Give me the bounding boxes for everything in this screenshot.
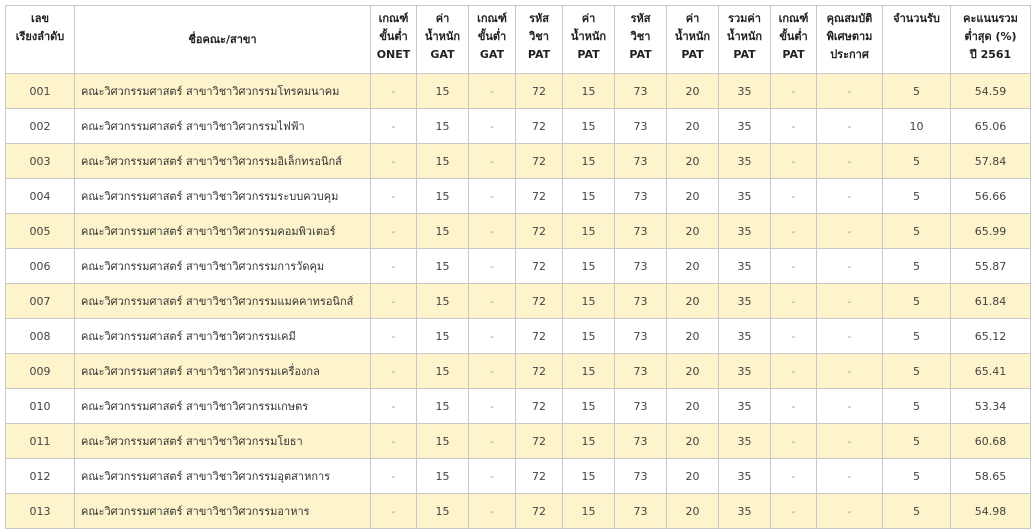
column-header-line: น้ำหนัก: [726, 30, 763, 43]
min-pat-cell: -: [771, 424, 817, 459]
admission-table: [5, 5, 1031, 529]
special-qualification-cell: -: [817, 319, 883, 354]
table-header-row: [6, 6, 1031, 74]
column-header-line: GAT: [430, 48, 455, 61]
weight-pat-2-cell: 20: [667, 459, 719, 494]
min-onet-cell: -: [371, 494, 417, 529]
column-header-line: คุณสมบัติ: [826, 12, 873, 25]
min-onet-cell: -: [371, 179, 417, 214]
min-pat-cell: -: [771, 179, 817, 214]
order-cell: 006: [6, 249, 75, 284]
admission-count-cell: 10: [883, 109, 951, 144]
min-pat-cell: -: [771, 284, 817, 319]
faculty-major-cell: คณะวิศวกรรมศาสตร์ สาขาวิชาวิศวกรรมคอมพิวเตอร์: [75, 214, 371, 249]
column-header-line: พิเศษตาม: [826, 30, 873, 43]
table-row: [6, 319, 1031, 354]
admission-count-cell: 5: [883, 179, 951, 214]
special-qualification-cell: -: [817, 109, 883, 144]
special-qualification-cell: -: [817, 214, 883, 249]
header-special-qualification: [817, 6, 883, 74]
order-cell: 007: [6, 284, 75, 319]
faculty-major-cell: คณะวิศวกรรมศาสตร์ สาขาวิชาวิศวกรรมการวัดคุม: [75, 249, 371, 284]
weight-gat-cell: 15: [417, 214, 469, 249]
faculty-major-cell: คณะวิศวกรรมศาสตร์ สาขาวิชาวิศวกรรมไฟฟ้า: [75, 109, 371, 144]
min-pat-cell: -: [771, 389, 817, 424]
faculty-major-cell: คณะวิศวกรรมศาสตร์ สาขาวิชาวิศวกรรมเครื่องกล: [75, 354, 371, 389]
faculty-major-cell: คณะวิศวกรรมศาสตร์ สาขาวิชาวิศวกรรมอาหาร: [75, 494, 371, 529]
weight-pat-1-cell: 15: [563, 319, 615, 354]
table-row: [6, 214, 1031, 249]
min-pat-cell: -: [771, 494, 817, 529]
admission-count-cell: 5: [883, 424, 951, 459]
pat-code-2-cell: 73: [615, 74, 667, 109]
min-score-cell: 65.12: [951, 319, 1031, 354]
pat-code-1-cell: 72: [516, 214, 563, 249]
min-gat-cell: -: [469, 389, 516, 424]
order-cell: 005: [6, 214, 75, 249]
special-qualification-cell: -: [817, 389, 883, 424]
min-gat-cell: -: [469, 179, 516, 214]
min-onet-cell: -: [371, 214, 417, 249]
column-header-line: ขั้นต่ำ: [379, 30, 408, 43]
header-weight-gat: [417, 6, 469, 74]
total-weight-pat-cell: 35: [719, 109, 771, 144]
column-header-line: เรียงลำดับ: [15, 30, 65, 43]
admission-count-cell: 5: [883, 144, 951, 179]
weight-gat-cell: 15: [417, 354, 469, 389]
admission-count-cell: 5: [883, 389, 951, 424]
pat-code-1-cell: 72: [516, 459, 563, 494]
order-cell: 003: [6, 144, 75, 179]
weight-pat-2-cell: 20: [667, 319, 719, 354]
min-gat-cell: -: [469, 249, 516, 284]
pat-code-2-cell: 73: [615, 179, 667, 214]
pat-code-1-cell: 72: [516, 144, 563, 179]
column-header-line: ค่า: [435, 12, 450, 25]
faculty-major-cell: คณะวิศวกรรมศาสตร์ สาขาวิชาวิศวกรรมเกษตร: [75, 389, 371, 424]
min-pat-cell: -: [771, 214, 817, 249]
pat-code-2-cell: 73: [615, 389, 667, 424]
min-pat-cell: -: [771, 319, 817, 354]
column-header-line: ขั้นต่ำ: [779, 30, 808, 43]
weight-pat-1-cell: 15: [563, 354, 615, 389]
weight-gat-cell: 15: [417, 109, 469, 144]
weight-pat-1-cell: 15: [563, 179, 615, 214]
weight-pat-2-cell: 20: [667, 389, 719, 424]
column-header-line: รวมค่า: [728, 12, 761, 25]
min-score-cell: 61.84: [951, 284, 1031, 319]
admission-count-cell: 5: [883, 284, 951, 319]
order-cell: 008: [6, 319, 75, 354]
min-score-cell: 65.06: [951, 109, 1031, 144]
pat-code-2-cell: 73: [615, 284, 667, 319]
header-min-gat: [469, 6, 516, 74]
weight-gat-cell: 15: [417, 74, 469, 109]
pat-code-2-cell: 73: [615, 424, 667, 459]
weight-pat-2-cell: 20: [667, 354, 719, 389]
column-header-line: ต่ำสุด (%): [964, 30, 1017, 43]
min-gat-cell: -: [469, 109, 516, 144]
order-cell: 002: [6, 109, 75, 144]
total-weight-pat-cell: 35: [719, 494, 771, 529]
weight-gat-cell: 15: [417, 389, 469, 424]
column-header-line: PAT: [577, 48, 600, 61]
pat-code-1-cell: 72: [516, 354, 563, 389]
min-onet-cell: -: [371, 249, 417, 284]
min-onet-cell: -: [371, 109, 417, 144]
min-score-cell: 56.66: [951, 179, 1031, 214]
weight-gat-cell: 15: [417, 319, 469, 354]
weight-pat-2-cell: 20: [667, 109, 719, 144]
table-row: [6, 459, 1031, 494]
column-header-line: น้ำหนัก: [570, 30, 607, 43]
min-score-cell: 65.99: [951, 214, 1031, 249]
min-score-cell: 53.34: [951, 389, 1031, 424]
pat-code-2-cell: 73: [615, 109, 667, 144]
weight-pat-2-cell: 20: [667, 284, 719, 319]
header-order: [6, 6, 75, 74]
column-header-line: ปี 2561: [969, 48, 1012, 61]
pat-code-1-cell: 72: [516, 424, 563, 459]
faculty-major-cell: คณะวิศวกรรมศาสตร์ สาขาวิชาวิศวกรรมอิเล็กทรอนิกส์: [75, 144, 371, 179]
total-weight-pat-cell: 35: [719, 144, 771, 179]
header-weight-pat-2: [667, 6, 719, 74]
min-onet-cell: -: [371, 424, 417, 459]
column-header-line: ค่า: [581, 12, 596, 25]
admission-count-cell: 5: [883, 214, 951, 249]
column-header-line: เลข: [30, 12, 50, 25]
weight-pat-1-cell: 15: [563, 144, 615, 179]
faculty-major-cell: คณะวิศวกรรมศาสตร์ สาขาวิชาวิศวกรรมโยธา: [75, 424, 371, 459]
pat-code-1-cell: 72: [516, 389, 563, 424]
header-admission-count: [883, 6, 951, 74]
column-header-line: เกณฑ์: [778, 12, 809, 25]
total-weight-pat-cell: 35: [719, 214, 771, 249]
order-cell: 004: [6, 179, 75, 214]
weight-pat-1-cell: 15: [563, 74, 615, 109]
column-header-line: PAT: [629, 48, 652, 61]
header-min-pat: [771, 6, 817, 74]
weight-pat-2-cell: 20: [667, 74, 719, 109]
table-row: [6, 144, 1031, 179]
pat-code-1-cell: 72: [516, 319, 563, 354]
pat-code-2-cell: 73: [615, 249, 667, 284]
order-cell: 010: [6, 389, 75, 424]
min-score-cell: 55.87: [951, 249, 1031, 284]
order-cell: 011: [6, 424, 75, 459]
header-weight-pat-1: [563, 6, 615, 74]
min-score-cell: 57.84: [951, 144, 1031, 179]
total-weight-pat-cell: 35: [719, 389, 771, 424]
table-row: [6, 284, 1031, 319]
column-header-line: ประกาศ: [830, 48, 869, 61]
admission-count-cell: 5: [883, 494, 951, 529]
order-cell: 013: [6, 494, 75, 529]
column-header-line: ขั้นต่ำ: [477, 30, 507, 43]
min-score-cell: 54.98: [951, 494, 1031, 529]
order-cell: 001: [6, 74, 75, 109]
weight-pat-2-cell: 20: [667, 144, 719, 179]
table-row: [6, 354, 1031, 389]
total-weight-pat-cell: 35: [719, 354, 771, 389]
min-pat-cell: -: [771, 144, 817, 179]
column-header-line: PAT: [527, 48, 551, 61]
admission-count-cell: 5: [883, 249, 951, 284]
column-header-line: PAT: [733, 48, 756, 61]
pat-code-2-cell: 73: [615, 494, 667, 529]
admission-table-container: [5, 5, 1030, 529]
min-gat-cell: -: [469, 74, 516, 109]
weight-pat-1-cell: 15: [563, 214, 615, 249]
header-min-onet: [371, 6, 417, 74]
admission-count-cell: 5: [883, 74, 951, 109]
min-score-cell: 65.41: [951, 354, 1031, 389]
column-header-line: ชื่อคณะ/สาขา: [188, 32, 257, 46]
column-header-line: ค่า: [685, 12, 700, 25]
min-score-cell: 60.68: [951, 424, 1031, 459]
min-gat-cell: -: [469, 494, 516, 529]
order-cell: 009: [6, 354, 75, 389]
weight-gat-cell: 15: [417, 144, 469, 179]
table-row: [6, 74, 1031, 109]
min-gat-cell: -: [469, 459, 516, 494]
min-onet-cell: -: [371, 144, 417, 179]
min-pat-cell: -: [771, 74, 817, 109]
pat-code-1-cell: 72: [516, 74, 563, 109]
weight-pat-1-cell: 15: [563, 494, 615, 529]
weight-pat-2-cell: 20: [667, 214, 719, 249]
min-pat-cell: -: [771, 354, 817, 389]
weight-pat-1-cell: 15: [563, 424, 615, 459]
weight-pat-1-cell: 15: [563, 284, 615, 319]
special-qualification-cell: -: [817, 179, 883, 214]
column-header-line: PAT: [782, 48, 805, 61]
table-row: [6, 179, 1031, 214]
admission-count-cell: 5: [883, 354, 951, 389]
weight-pat-2-cell: 20: [667, 179, 719, 214]
pat-code-1-cell: 72: [516, 179, 563, 214]
table-body: [6, 74, 1031, 529]
min-pat-cell: -: [771, 109, 817, 144]
weight-pat-1-cell: 15: [563, 109, 615, 144]
column-header-line: น้ำหนัก: [674, 30, 711, 43]
header-faculty-major: [75, 6, 371, 74]
header-total-weight-pat: [719, 6, 771, 74]
min-pat-cell: -: [771, 459, 817, 494]
pat-code-2-cell: 73: [615, 144, 667, 179]
special-qualification-cell: -: [817, 74, 883, 109]
min-pat-cell: -: [771, 249, 817, 284]
special-qualification-cell: -: [817, 494, 883, 529]
min-gat-cell: -: [469, 424, 516, 459]
order-cell: 012: [6, 459, 75, 494]
column-header-line: รหัส: [630, 12, 651, 25]
table-row: [6, 109, 1031, 144]
column-header-line: รหัส: [529, 12, 549, 25]
min-gat-cell: -: [469, 284, 516, 319]
weight-gat-cell: 15: [417, 494, 469, 529]
column-header-line: วิชา: [529, 30, 549, 43]
table-row: [6, 424, 1031, 459]
header-pat-code-1: [516, 6, 563, 74]
min-onet-cell: -: [371, 389, 417, 424]
faculty-major-cell: คณะวิศวกรรมศาสตร์ สาขาวิชาวิศวกรรมอุตสาหการ: [75, 459, 371, 494]
table-row: [6, 494, 1031, 529]
pat-code-2-cell: 73: [615, 354, 667, 389]
column-header-line: น้ำหนัก: [424, 30, 461, 43]
weight-gat-cell: 15: [417, 179, 469, 214]
faculty-major-cell: คณะวิศวกรรมศาสตร์ สาขาวิชาวิศวกรรมเคมี: [75, 319, 371, 354]
column-header-line: GAT: [479, 48, 505, 61]
weight-pat-1-cell: 15: [563, 459, 615, 494]
table-row: [6, 249, 1031, 284]
total-weight-pat-cell: 35: [719, 424, 771, 459]
weight-pat-1-cell: 15: [563, 389, 615, 424]
pat-code-1-cell: 72: [516, 109, 563, 144]
total-weight-pat-cell: 35: [719, 179, 771, 214]
admission-count-cell: 5: [883, 459, 951, 494]
min-onet-cell: -: [371, 459, 417, 494]
weight-pat-1-cell: 15: [563, 249, 615, 284]
weight-pat-2-cell: 20: [667, 249, 719, 284]
column-header-line: วิชา: [630, 30, 651, 43]
special-qualification-cell: -: [817, 424, 883, 459]
column-header-line: จำนวนรับ: [893, 12, 940, 25]
faculty-major-cell: คณะวิศวกรรมศาสตร์ สาขาวิชาวิศวกรรมระบบควบคุม: [75, 179, 371, 214]
special-qualification-cell: -: [817, 354, 883, 389]
pat-code-1-cell: 72: [516, 249, 563, 284]
special-qualification-cell: -: [817, 249, 883, 284]
min-score-cell: 58.65: [951, 459, 1031, 494]
weight-gat-cell: 15: [417, 459, 469, 494]
weight-gat-cell: 15: [417, 424, 469, 459]
column-header-line: คะแนนรวม: [963, 12, 1018, 25]
total-weight-pat-cell: 35: [719, 284, 771, 319]
min-gat-cell: -: [469, 354, 516, 389]
header-pat-code-2: [615, 6, 667, 74]
weight-gat-cell: 15: [417, 249, 469, 284]
total-weight-pat-cell: 35: [719, 249, 771, 284]
table-row: [6, 389, 1031, 424]
faculty-major-cell: คณะวิศวกรรมศาสตร์ สาขาวิชาวิศวกรรมแมคคาทรอนิกส์: [75, 284, 371, 319]
special-qualification-cell: -: [817, 459, 883, 494]
column-header-line: PAT: [681, 48, 704, 61]
pat-code-1-cell: 72: [516, 494, 563, 529]
min-onet-cell: -: [371, 319, 417, 354]
special-qualification-cell: -: [817, 284, 883, 319]
total-weight-pat-cell: 35: [719, 74, 771, 109]
header-min-score-2561: [951, 6, 1031, 74]
faculty-major-cell: คณะวิศวกรรมศาสตร์ สาขาวิชาวิศวกรรมโทรคมนาคม: [75, 74, 371, 109]
total-weight-pat-cell: 35: [719, 459, 771, 494]
weight-pat-2-cell: 20: [667, 424, 719, 459]
min-gat-cell: -: [469, 319, 516, 354]
column-header-line: เกณฑ์: [477, 12, 507, 25]
min-gat-cell: -: [469, 214, 516, 249]
min-gat-cell: -: [469, 144, 516, 179]
pat-code-1-cell: 72: [516, 284, 563, 319]
special-qualification-cell: -: [817, 144, 883, 179]
total-weight-pat-cell: 35: [719, 319, 771, 354]
weight-pat-2-cell: 20: [667, 494, 719, 529]
admission-count-cell: 5: [883, 319, 951, 354]
pat-code-2-cell: 73: [615, 459, 667, 494]
column-header-line: ONET: [376, 48, 411, 61]
min-onet-cell: -: [371, 284, 417, 319]
column-header-line: เกณฑ์: [378, 12, 409, 25]
weight-gat-cell: 15: [417, 284, 469, 319]
pat-code-2-cell: 73: [615, 319, 667, 354]
min-onet-cell: -: [371, 74, 417, 109]
pat-code-2-cell: 73: [615, 214, 667, 249]
min-onet-cell: -: [371, 354, 417, 389]
min-score-cell: 54.59: [951, 74, 1031, 109]
